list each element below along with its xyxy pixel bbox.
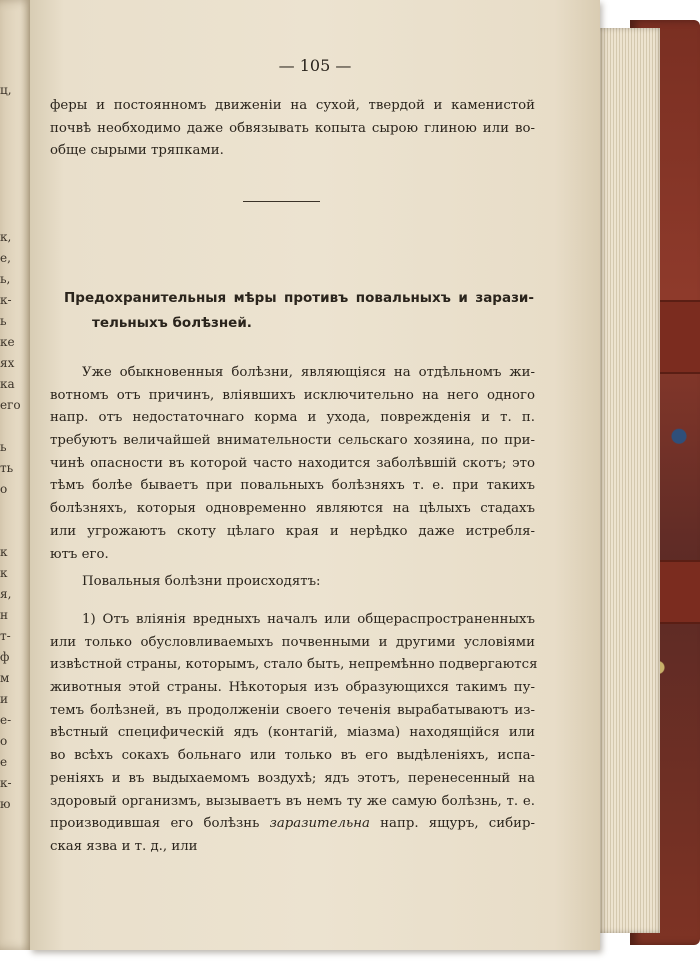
facing-page-text-fragments xyxy=(0,80,21,815)
facing-page-fragment: е xyxy=(0,755,8,769)
text-line: напр. отъ недостаточнаго корма и ухода, поврежденія и т. п. xyxy=(50,410,535,426)
facing-page-fragment: т- xyxy=(0,629,11,643)
page-block-edges xyxy=(596,28,660,933)
facing-page-fragment: ь, xyxy=(0,272,11,286)
facing-page-fragment: ф xyxy=(0,650,10,664)
text-line: феры и постоянномъ движеніи на сухой, твердой и каменистой xyxy=(50,98,535,113)
text-line: или угрожаютъ скоту цѣлаго края и нерѣдко даже истребля- xyxy=(50,523,535,539)
facing-page-fragment: к, xyxy=(0,230,12,244)
section-divider xyxy=(243,201,320,202)
text-line: Уже обыкновенныя болѣзни, являющіяся на отдѣльномъ жи- xyxy=(82,365,535,380)
text-line: тѣмъ болѣе бываетъ при повальныхъ болѣзняхъ т. е. при такихъ xyxy=(50,478,535,494)
facing-page-fragment: ях xyxy=(0,356,15,370)
paragraph-1 xyxy=(50,362,535,566)
section-heading xyxy=(64,286,534,336)
facing-page-fragment: я, xyxy=(0,587,12,601)
text-run: напр. ящуръ, сибир- xyxy=(369,816,535,832)
text-line: вотномъ отъ причинъ, вліявшихъ исключительно на него одного xyxy=(50,387,535,403)
facing-page-fragment: е- xyxy=(0,713,12,727)
text-line: 1) Отъ вліянія вредныхъ началъ или общераспространенныхъ xyxy=(82,612,535,627)
facing-page-fragment: ю xyxy=(0,797,11,811)
text-line: животныя этой страны. Нѣкоторыя изъ образующихся такимъ пу- xyxy=(50,680,535,696)
facing-page-fragment: ть xyxy=(0,461,14,475)
text-line: вѣстный специфическій ядъ (контагій, міазма) находящійся или xyxy=(50,725,535,741)
text-line: ютъ его. xyxy=(50,546,109,562)
facing-page-fragment: к- xyxy=(0,293,12,307)
text-run: производившая его болѣзнь xyxy=(50,816,270,832)
facing-page-fragment: к xyxy=(0,545,8,559)
facing-page-fragment: о xyxy=(0,482,8,496)
text-line: извѣстной страны, которымъ, стало быть, непремѣнно подвергаются xyxy=(50,657,538,673)
facing-page-fragment xyxy=(0,122,12,143)
facing-page-fragment: ке xyxy=(0,335,15,349)
text-line: болѣзняхъ, которыя одновременно являются на цѣлыхъ стадахъ xyxy=(50,501,535,517)
text-line: здоровый организмъ, вызываетъ въ немъ ту же самую болѣзнь, т. е. xyxy=(50,793,535,809)
text-line: почвѣ необходимо даже обвязывать копыта сырою глиною или во- xyxy=(50,120,535,136)
page-number: — 105 — xyxy=(278,56,352,75)
facing-page-fragment xyxy=(0,521,12,542)
facing-page-fragment: ц, xyxy=(0,83,12,97)
text-line: чинѣ опасности въ которой часто находится заболѣвшій скотъ; это xyxy=(50,455,535,471)
text-line: реніяхъ и въ выдыхаемомъ воздухѣ; ядъ этотъ, перенесенный на xyxy=(50,770,535,786)
facing-page-fragment xyxy=(0,500,12,521)
facing-page-fragment: м xyxy=(0,671,10,685)
text-line: ская язва и т. д., или xyxy=(50,838,198,854)
italic-term: заразительна xyxy=(269,816,370,832)
facing-page-fragment: ь xyxy=(0,440,7,454)
facing-page-fragment xyxy=(0,206,12,227)
facing-page-fragment xyxy=(0,416,12,437)
text-line-with-italic xyxy=(50,813,535,836)
facing-page-fragment xyxy=(0,101,12,122)
facing-page-fragment: н xyxy=(0,608,8,622)
facing-page-fragment: ь xyxy=(0,314,7,328)
facing-page-fragment: к xyxy=(0,566,8,580)
facing-page-fragment: его xyxy=(0,398,21,412)
heading-line: Предохранительныя мѣры противъ повальныхъ и зарази- xyxy=(64,290,534,306)
text-line: темъ болѣзней, въ продолженіи своего теченія вырабатываютъ из- xyxy=(50,702,535,718)
text-line: или только обусловливаемыхъ почвенными и другими условіями xyxy=(50,634,535,650)
facing-page-fragment: ка xyxy=(0,377,15,391)
facing-page-fragment xyxy=(0,143,12,164)
text-line: обще сырыми тряпками. xyxy=(50,143,224,159)
text-line: Повальныя болѣзни происходятъ: xyxy=(82,574,321,589)
facing-page-edge xyxy=(0,0,34,950)
text-line: требуютъ величайшей внимательности сельскаго хозяина, по при- xyxy=(50,433,535,449)
heading-line: тельныхъ болѣзней. xyxy=(92,315,252,331)
book-page xyxy=(30,0,600,950)
paragraph-2 xyxy=(50,571,535,594)
facing-page-fragment xyxy=(0,185,12,206)
facing-page-fragment: о xyxy=(0,734,8,748)
intro-paragraph xyxy=(50,95,535,163)
facing-page-fragment: е, xyxy=(0,251,11,265)
paragraph-3 xyxy=(50,609,538,859)
facing-page-fragment: и xyxy=(0,692,8,706)
text-line: во всѣхъ сокахъ больнаго или только въ его выдѣленіяхъ, испа- xyxy=(50,748,535,764)
facing-page-fragment xyxy=(0,164,12,185)
facing-page-fragment: к- xyxy=(0,776,12,790)
